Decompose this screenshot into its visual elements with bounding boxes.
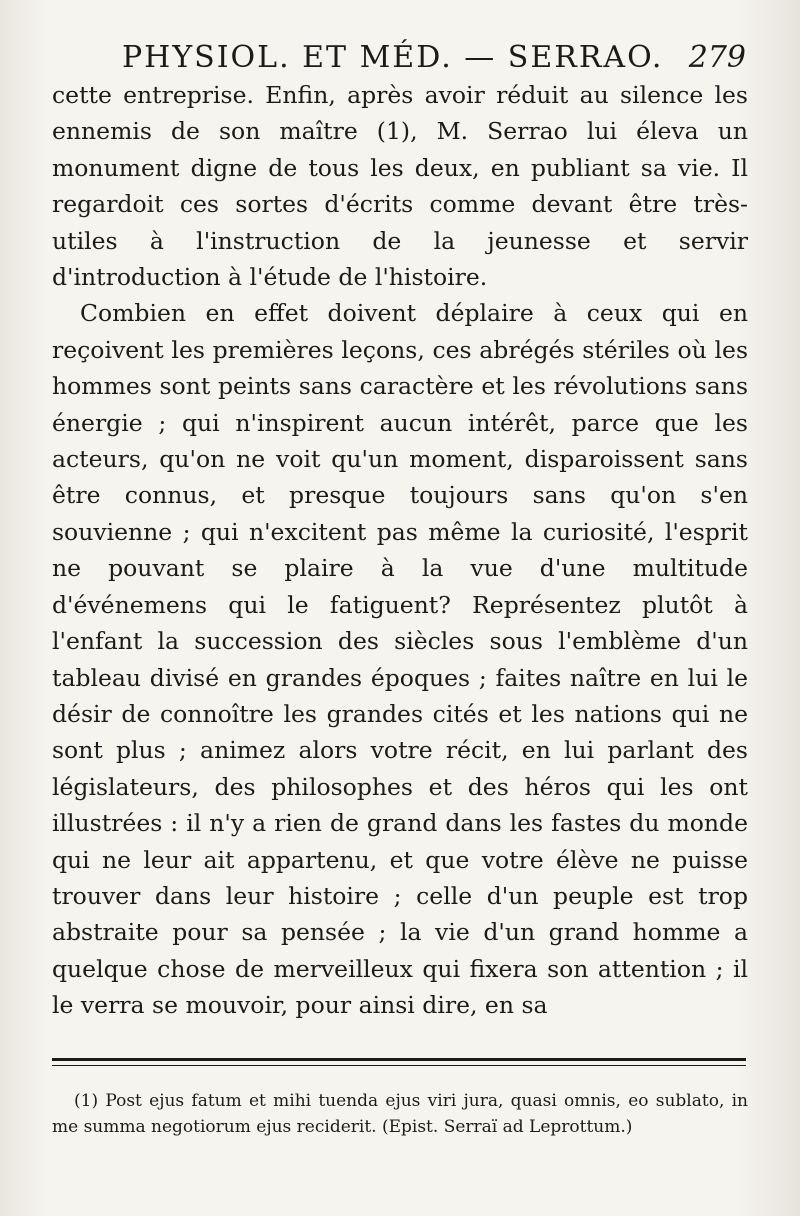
paragraph-2: Combien en effet doivent déplaire à ceux qui en reçoivent les premières leçons, ces abrégés stériles où les hommes sont peints sans caractère et les révolutions sans énergie ; qui n'inspirent aucun intérêt, parce que les acteurs, qu'on ne voit qu'un moment, disparoissent sans être connus, et presque toujours sans qu'on s'en souvienne ; qui n'excitent pas même la curiosité, l'esprit ne pouvant se plaire à la vue d'une multitude d'événemens qui le fatiguent? Représentez plutôt à l'enfant la succession des siècles sous l'emblème d'un tableau divisé en grandes époques ; faites naître en lui le désir de connoître les grandes cités et les nations qui ne sont plus ; animez alors votre récit, en lui parlant des législateurs, des philosophes et des héros qui les ont illustrées : il n'y a rien de grand dans les fastes du monde qui ne leur ait appartenu, et que votre élève ne puisse trouver dans leur histoire ; celle d'un peuple est trop abstraite pour sa pensée ; la vie d'un grand homme a quelque chose de merveilleux qui fixera son attention ; il le verra se mouvoir, pour ainsi dire, en sa xyxy=(52,299,748,1020)
footnote-rule xyxy=(52,1058,746,1061)
body-text xyxy=(52,77,748,1024)
running-title: PHYSIOL. ET MÉD. — SERRAO. xyxy=(122,40,664,75)
footnote-rule-thin xyxy=(52,1065,746,1066)
paragraph-1: cette entreprise. Enfin, après avoir réduit au silence les ennemis de son maître (1), M. Serrao lui éleva un monument digne de tous les deux, en publiant sa vie. Il regardoit ces sortes d'écrits comme devant être très-utiles à l'instruction de la jeunesse et servir d'introduction à l'étude de l'histoire. xyxy=(52,81,748,292)
footnote xyxy=(52,1088,748,1140)
page-number: 279 xyxy=(688,40,746,75)
footnote-text: (1) Post ejus fatum et mihi tuenda ejus viri jura, quasi omnis, eo sublato, in me summa negotiorum ejus reciderit. (Epist. Serraï ad Leprottum.) xyxy=(52,1091,748,1137)
running-header xyxy=(122,40,746,75)
